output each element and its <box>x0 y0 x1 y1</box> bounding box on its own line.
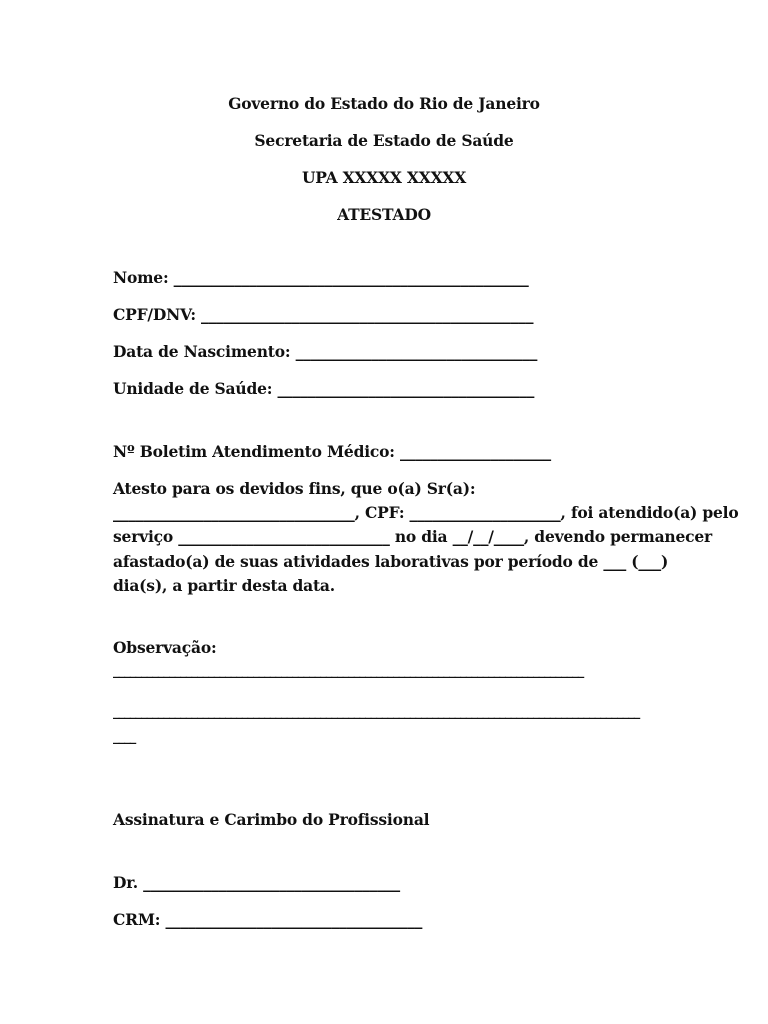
boletim-field: Nº Boletim Atendimento Médico: ____________________ <box>113 442 551 461</box>
secretariat-heading: Secretaria de Estado de Saúde <box>254 131 514 150</box>
nome-field: Nome: _______________________________________________ <box>113 268 529 287</box>
data-nascimento-field: Data de Nascimento: ________________________________ <box>113 342 538 361</box>
observation-label: Observação: <box>113 638 217 657</box>
doctor-field: Dr. __________________________________ <box>113 873 400 892</box>
observation-line: ______________________________________________________________________________________________ <box>113 705 640 720</box>
attestation-line: ________________________________, CPF: ____________________, foi atendido(a) pelo <box>113 503 739 522</box>
crm-field: CRM: __________________________________ <box>113 910 423 929</box>
attestation-line: Atesto para os devidos fins, que o(a) Sr(a): <box>113 479 476 498</box>
government-heading: Governo do Estado do Rio de Janeiro <box>228 94 540 113</box>
attestation-line: serviço ____________________________ no dia __/__/____, devendo permanecer <box>113 527 713 546</box>
cpf-dnv-field: CPF/DNV: ____________________________________________ <box>113 305 534 324</box>
observation-line: ____________________________________________________________________________________ <box>113 664 584 679</box>
unit-heading: UPA XXXXX XXXXX <box>301 168 467 187</box>
observation-line: ____ <box>113 730 136 745</box>
unidade-saude-field: Unidade de Saúde: __________________________________ <box>113 379 535 398</box>
document-title: ATESTADO <box>337 205 431 224</box>
attestation-line: afastado(a) de suas atividades laborativas por período de ___ (___) <box>113 552 669 571</box>
signature-label: Assinatura e Carimbo do Profissional <box>113 810 430 829</box>
attestation-line: dia(s), a partir desta data. <box>113 576 335 595</box>
